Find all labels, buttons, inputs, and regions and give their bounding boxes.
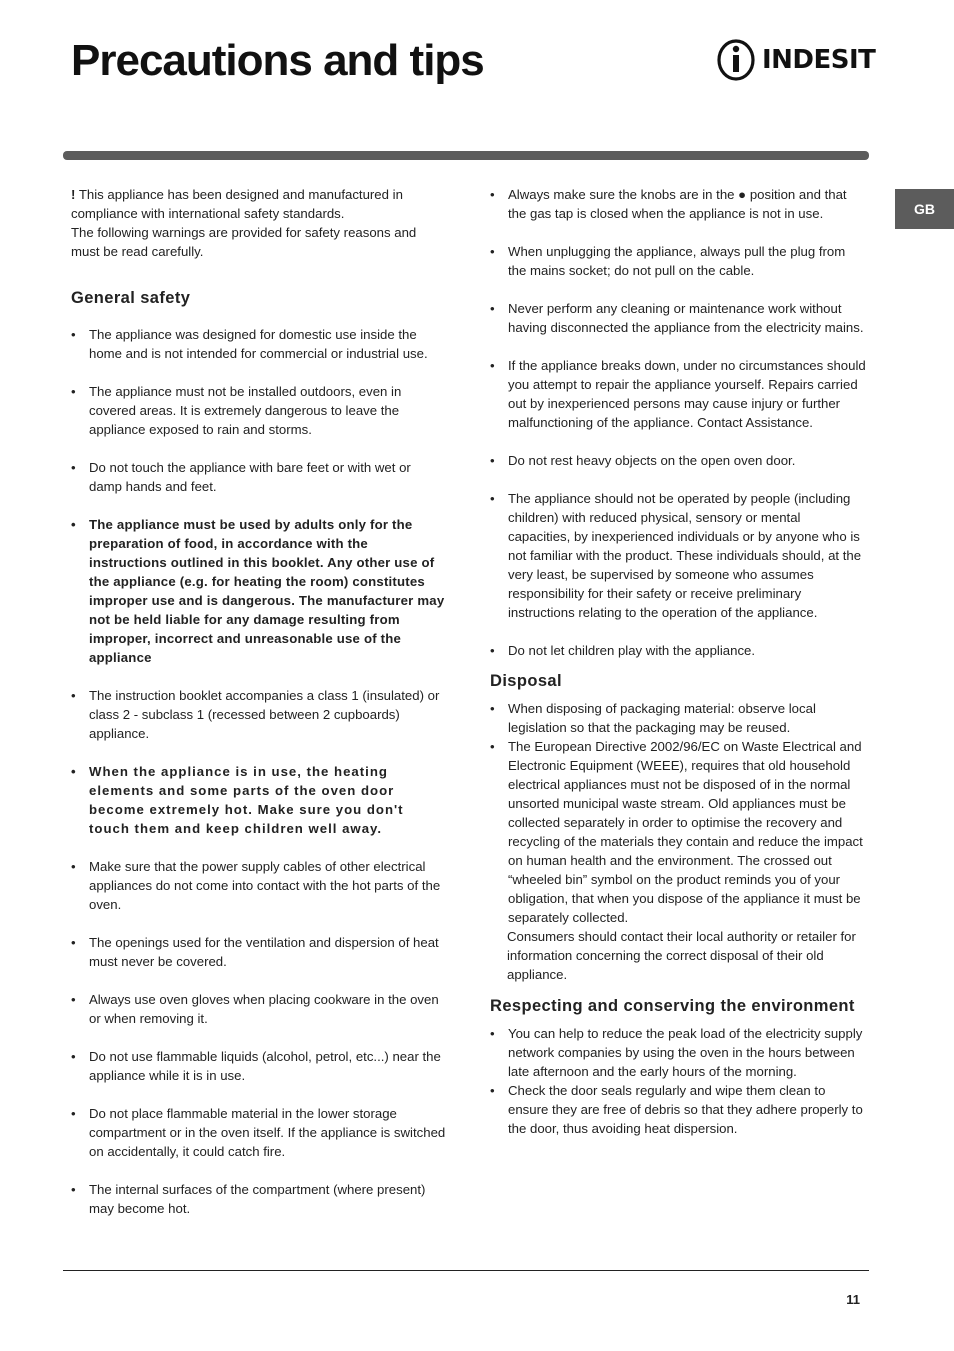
indesit-i-logo-icon <box>716 38 756 82</box>
list-item: • Never perform any cleaning or maintenance work without having disconnected the appliance from the electricity mains. <box>490 299 866 337</box>
right-column <box>490 185 866 1138</box>
brand-logo <box>716 38 875 82</box>
logo-wordmark: INDESIT <box>762 45 876 75</box>
disposal-list <box>490 699 866 927</box>
list-item: • Do not let children play with the appliance. <box>490 641 866 660</box>
intro-line-1: ! This appliance has been designed and manufactured in compliance with international safety standards. <box>71 187 403 221</box>
general-safety-list <box>71 325 447 1218</box>
disposal-note: Consumers should contact their local authority or retailer for information concerning the correct disposal of their old appliance. <box>507 929 856 982</box>
list-item: • If the appliance breaks down, under no circumstances should you attempt to repair the appliance yourself. Repairs carried out by inexperienced persons may cause injury or further malfunctioning of the appliance. Contact Assistance. <box>490 356 866 432</box>
list-item: • Do not rest heavy objects on the open oven door. <box>490 451 866 470</box>
footer-divider <box>63 1270 869 1271</box>
off-position-icon: ● <box>738 187 747 202</box>
header-divider <box>63 151 869 160</box>
list-item: • The appliance was designed for domestic use inside the home and is not intended for commercial or industrial use. <box>71 325 447 363</box>
list-item: • Always make sure the knobs are in the ● position and that the gas tap is closed when the appliance is not in use. <box>490 185 866 223</box>
list-item: • Do not place flammable material in the lower storage compartment or in the oven itself. If the appliance is switched on accidentally, it could catch fire. <box>71 1104 447 1161</box>
list-item: • The appliance must be used by adults only for the preparation of food, in accordance with the instructions outlined in this booklet. Any other use of the appliance (e.g. for heating the room) constitutes improper use and is dangerous. The manufacturer may not be held liable for any damage resulting from improper, incorrect and unreasonable use of the appliance <box>71 515 447 667</box>
list-item: • The instruction booklet accompanies a class 1 (insulated) or class 2 - subclass 1 (recessed between 2 cupboards) appliance. <box>71 686 447 743</box>
page-title: Precautions and tips <box>71 36 484 85</box>
list-item: • Always use oven gloves when placing cookware in the oven or when removing it. <box>71 990 447 1028</box>
section-heading-disposal: Disposal <box>490 672 562 690</box>
language-tab: GB <box>895 189 954 229</box>
list-item: • When unplugging the appliance, always pull the plug from the mains socket; do not pull on the cable. <box>490 242 866 280</box>
warning-mark: ! <box>71 187 76 202</box>
list-item: • When disposing of packaging material: observe local legislation so that the packaging may be reused. <box>490 699 866 737</box>
list-item: • When the appliance is in use, the heating elements and some parts of the oven door become extremely hot. Make sure you don't touch them and keep children well away. <box>71 762 447 838</box>
list-item: • The openings used for the ventilation and dispersion of heat must never be covered. <box>71 933 447 971</box>
list-item: • The appliance should not be operated by people (including children) with reduced physical, sensory or mental capacities, by inexperienced individuals or by anyone who is not familiar with the product. These individuals should, at the very least, be supervised by someone who assumes responsibility for their safety or receive preliminary instructions relating to the operation of the appliance. <box>490 489 866 622</box>
page-number: 11 <box>846 1292 860 1307</box>
section-heading-general-safety: General safety <box>71 289 191 307</box>
environment-list <box>490 1024 866 1138</box>
list-item: • Do not touch the appliance with bare feet or with wet or damp hands and feet. <box>71 458 447 496</box>
intro-block <box>71 185 447 261</box>
list-item: • Make sure that the power supply cables of other electrical appliances do not come into contact with the hot parts of the oven. <box>71 857 447 914</box>
list-item: • Do not use flammable liquids (alcohol, petrol, etc...) near the appliance while it is in use. <box>71 1047 447 1085</box>
list-item: • You can help to reduce the peak load of the electricity supply network companies by using the oven in the hours between late afternoon and the early hours of the morning. <box>490 1024 866 1081</box>
general-safety-list-continued <box>490 185 866 660</box>
intro-line-2: The following warnings are provided for safety reasons and must be read carefully. <box>71 225 417 259</box>
list-item: • Check the door seals regularly and wipe them clean to ensure they are free of debris so that they adhere properly to the door, thus avoiding heat dispersion. <box>490 1081 866 1138</box>
list-item: • The internal surfaces of the compartment (where present) may become hot. <box>71 1180 447 1218</box>
list-item: • The appliance must not be installed outdoors, even in covered areas. It is extremely dangerous to leave the appliance exposed to rain and storms. <box>71 382 447 439</box>
left-column <box>71 185 447 1218</box>
list-item: • The European Directive 2002/96/EC on Waste Electrical and Electronic Equipment (WEEE), requires that old household electrical appliances must not be disposed of in the normal unsorted municipal waste stream. Old appliances must be collected separately in order to optimise the recovery and recycling of the materials they contain and reduce the impact on human health and the environment. The crossed out “wheeled bin” symbol on the product reminds you of your obligation, that when you dispose of the appliance it must be separately collected. <box>490 737 866 927</box>
section-heading-environment: Respecting and conserving the environment <box>490 997 855 1015</box>
